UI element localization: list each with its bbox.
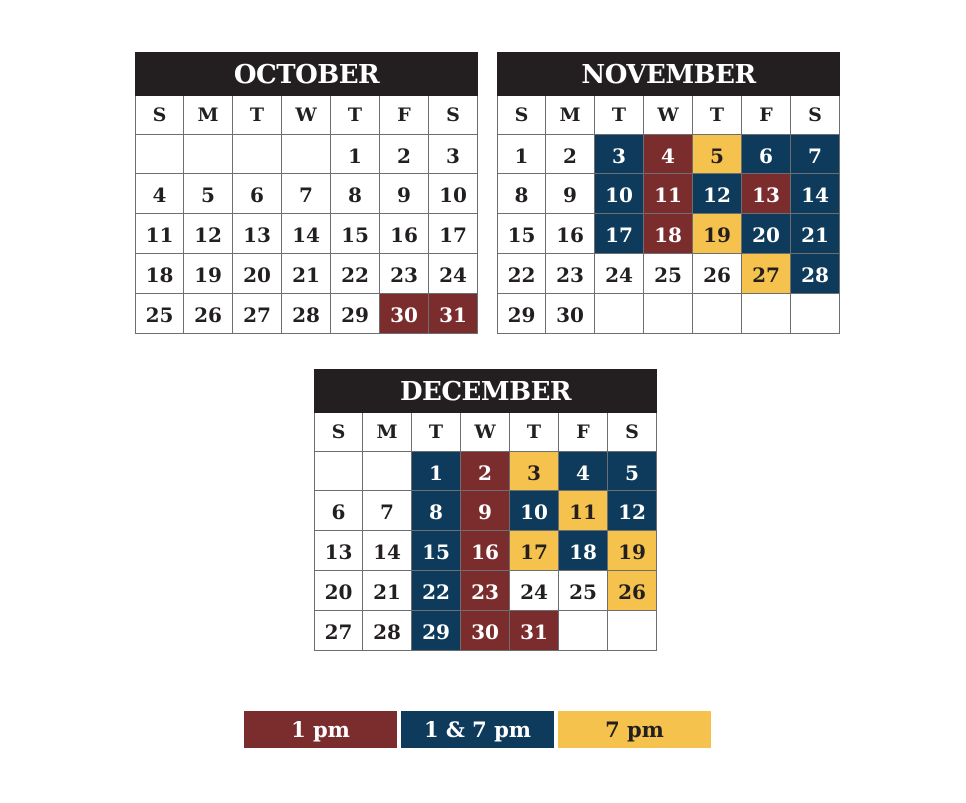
weekday-header: S [608, 413, 657, 451]
day-cell: 12 [608, 491, 657, 531]
day-cell: 26 [608, 571, 657, 611]
day-cell: 27 [742, 254, 791, 294]
empty-cell [282, 134, 331, 174]
day-cell: 9 [546, 174, 595, 214]
day-cell: 7 [791, 134, 840, 174]
weekday-header: S [791, 96, 840, 134]
weekday-header: F [380, 96, 429, 134]
month-grid [135, 96, 478, 334]
weekday-header: T [233, 96, 282, 134]
day-cell: 30 [546, 294, 595, 334]
day-cell: 25 [135, 294, 184, 334]
day-cell: 31 [429, 294, 478, 334]
day-cell: 13 [742, 174, 791, 214]
december-calendar [314, 369, 657, 651]
day-cell: 10 [510, 491, 559, 531]
day-cell: 26 [184, 294, 233, 334]
day-cell: 13 [233, 214, 282, 254]
day-cell: 6 [742, 134, 791, 174]
day-cell: 11 [644, 174, 693, 214]
day-cell: 2 [380, 134, 429, 174]
legend-item: 7 pm [558, 711, 711, 748]
day-cell: 30 [380, 294, 429, 334]
weekday-header: T [331, 96, 380, 134]
empty-cell [742, 294, 791, 334]
day-cell: 30 [461, 611, 510, 651]
day-cell: 20 [314, 571, 363, 611]
day-cell: 17 [595, 214, 644, 254]
day-cell: 17 [510, 531, 559, 571]
day-cell: 19 [608, 531, 657, 571]
day-cell: 29 [497, 294, 546, 334]
weekday-header: W [282, 96, 331, 134]
day-cell: 23 [546, 254, 595, 294]
weekday-header: S [429, 96, 478, 134]
day-cell: 10 [429, 174, 478, 214]
day-cell: 13 [314, 531, 363, 571]
day-cell: 2 [461, 451, 510, 491]
day-cell: 5 [608, 451, 657, 491]
day-cell: 1 [331, 134, 380, 174]
day-cell: 20 [742, 214, 791, 254]
weekday-header: W [644, 96, 693, 134]
day-cell: 25 [644, 254, 693, 294]
weekday-header: T [693, 96, 742, 134]
month-title: DECEMBER [314, 369, 657, 413]
day-cell: 19 [184, 254, 233, 294]
day-cell: 8 [331, 174, 380, 214]
month-title: NOVEMBER [497, 52, 840, 96]
day-cell: 27 [233, 294, 282, 334]
day-cell: 23 [380, 254, 429, 294]
month-grid [314, 413, 657, 651]
day-cell: 3 [595, 134, 644, 174]
weekday-header: M [363, 413, 412, 451]
legend-item: 1 pm [244, 711, 397, 748]
day-cell: 4 [644, 134, 693, 174]
day-cell: 5 [693, 134, 742, 174]
day-cell: 31 [510, 611, 559, 651]
day-cell: 4 [135, 174, 184, 214]
weekday-header: W [461, 413, 510, 451]
weekday-header: T [595, 96, 644, 134]
day-cell: 22 [497, 254, 546, 294]
day-cell: 11 [135, 214, 184, 254]
empty-cell [693, 294, 742, 334]
weekday-header: T [412, 413, 461, 451]
day-cell: 14 [282, 214, 331, 254]
day-cell: 3 [510, 451, 559, 491]
empty-cell [233, 134, 282, 174]
day-cell: 18 [135, 254, 184, 294]
day-cell: 25 [559, 571, 608, 611]
day-cell: 11 [559, 491, 608, 531]
day-cell: 1 [497, 134, 546, 174]
weekday-header: F [742, 96, 791, 134]
empty-cell [644, 294, 693, 334]
day-cell: 15 [331, 214, 380, 254]
day-cell: 22 [412, 571, 461, 611]
weekday-header: M [546, 96, 595, 134]
day-cell: 24 [429, 254, 478, 294]
day-cell: 28 [282, 294, 331, 334]
weekday-header: F [559, 413, 608, 451]
day-cell: 29 [331, 294, 380, 334]
day-cell: 9 [380, 174, 429, 214]
day-cell: 10 [595, 174, 644, 214]
november-calendar [497, 52, 840, 334]
empty-cell [791, 294, 840, 334]
day-cell: 8 [412, 491, 461, 531]
day-cell: 26 [693, 254, 742, 294]
day-cell: 19 [693, 214, 742, 254]
weekday-header: S [497, 96, 546, 134]
october-calendar [135, 52, 478, 334]
empty-cell [363, 451, 412, 491]
day-cell: 3 [429, 134, 478, 174]
day-cell: 20 [233, 254, 282, 294]
day-cell: 21 [363, 571, 412, 611]
day-cell: 15 [412, 531, 461, 571]
day-cell: 2 [546, 134, 595, 174]
empty-cell [314, 451, 363, 491]
weekday-header: M [184, 96, 233, 134]
day-cell: 6 [314, 491, 363, 531]
day-cell: 17 [429, 214, 478, 254]
day-cell: 16 [546, 214, 595, 254]
day-cell: 12 [184, 214, 233, 254]
day-cell: 16 [461, 531, 510, 571]
day-cell: 24 [595, 254, 644, 294]
month-grid [497, 96, 840, 334]
month-title: OCTOBER [135, 52, 478, 96]
day-cell: 21 [791, 214, 840, 254]
empty-cell [135, 134, 184, 174]
day-cell: 14 [363, 531, 412, 571]
day-cell: 4 [559, 451, 608, 491]
day-cell: 7 [282, 174, 331, 214]
day-cell: 15 [497, 214, 546, 254]
day-cell: 7 [363, 491, 412, 531]
empty-cell [608, 611, 657, 651]
day-cell: 23 [461, 571, 510, 611]
day-cell: 22 [331, 254, 380, 294]
legend-item: 1 & 7 pm [401, 711, 554, 748]
empty-cell [559, 611, 608, 651]
weekday-header: S [135, 96, 184, 134]
day-cell: 28 [791, 254, 840, 294]
day-cell: 21 [282, 254, 331, 294]
day-cell: 29 [412, 611, 461, 651]
day-cell: 24 [510, 571, 559, 611]
empty-cell [184, 134, 233, 174]
weekday-header: T [510, 413, 559, 451]
legend [244, 711, 715, 748]
day-cell: 18 [559, 531, 608, 571]
day-cell: 14 [791, 174, 840, 214]
day-cell: 28 [363, 611, 412, 651]
day-cell: 16 [380, 214, 429, 254]
day-cell: 5 [184, 174, 233, 214]
day-cell: 6 [233, 174, 282, 214]
empty-cell [595, 294, 644, 334]
day-cell: 18 [644, 214, 693, 254]
day-cell: 12 [693, 174, 742, 214]
weekday-header: S [314, 413, 363, 451]
day-cell: 1 [412, 451, 461, 491]
day-cell: 9 [461, 491, 510, 531]
day-cell: 8 [497, 174, 546, 214]
day-cell: 27 [314, 611, 363, 651]
